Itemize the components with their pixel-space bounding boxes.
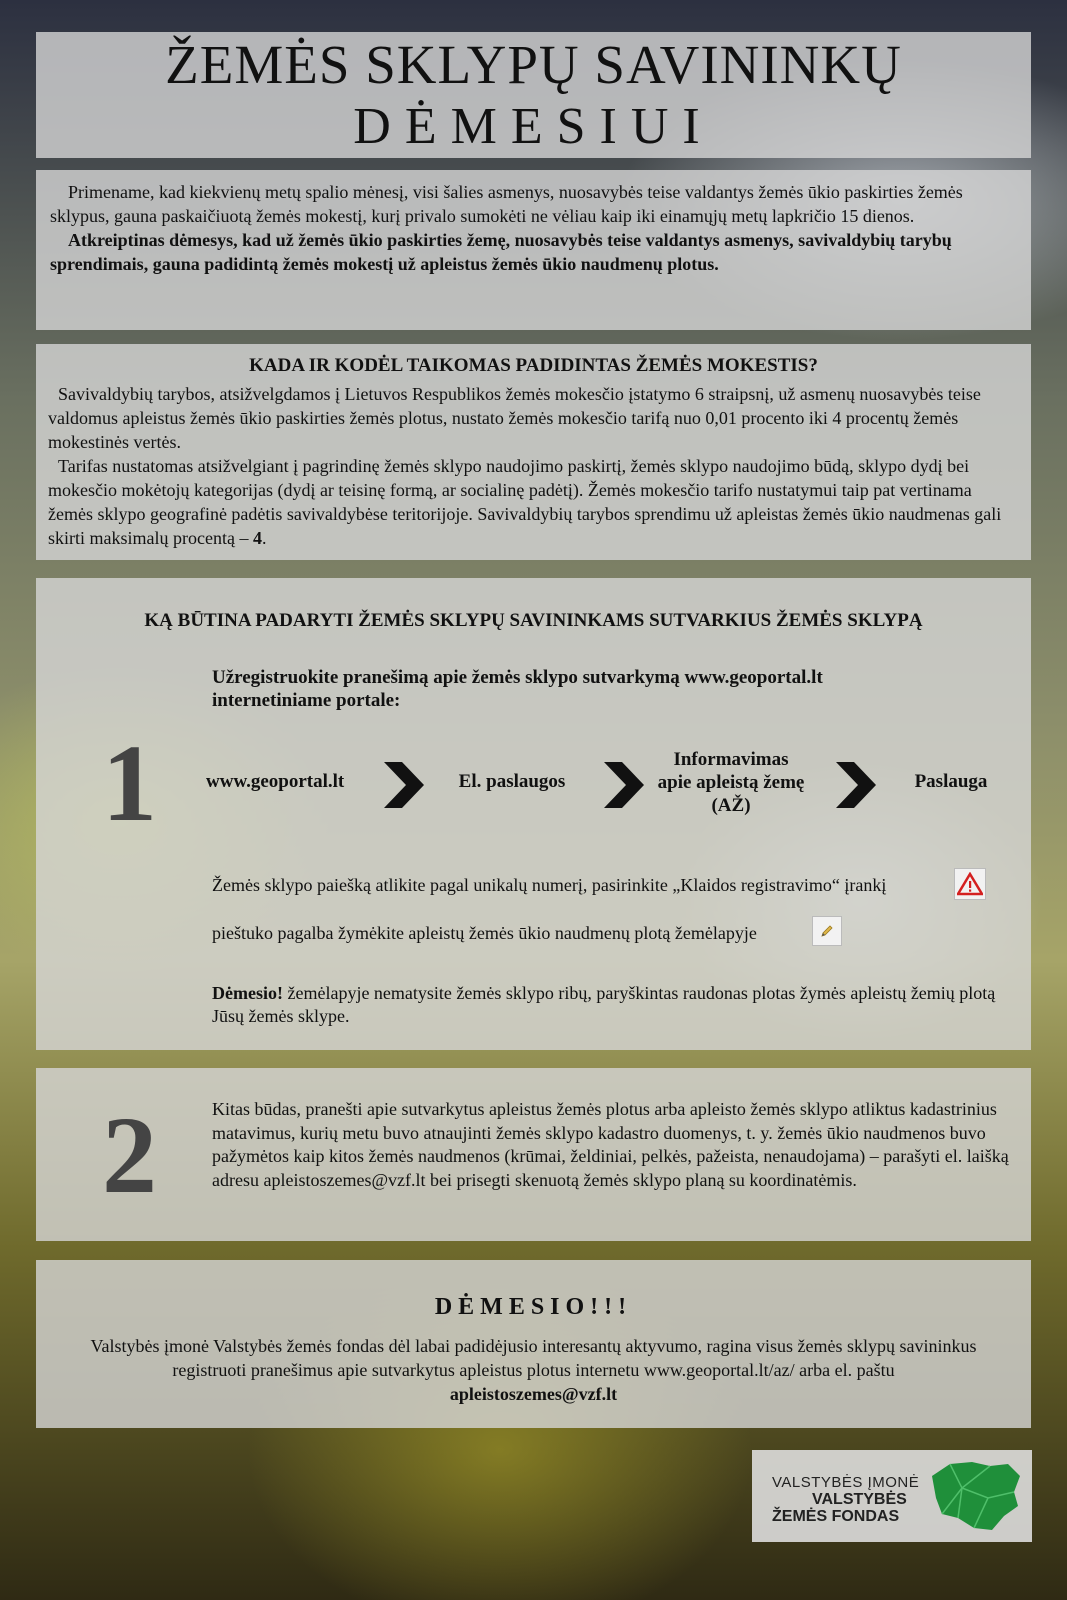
step-1-number: 1 — [102, 722, 157, 844]
logo-text — [772, 1474, 919, 1525]
pencil-icon — [812, 916, 842, 946]
attention-title: DĖMESIO!!! — [434, 1294, 633, 1320]
intro-paragraph: Primename, kad kiekvienų metų spalio mėnesį, visi šalies asmenys, nuosavybės teise valdantys žemės ūkio paskirties žemės sklypus, gauna paskaičiuotą žemės mokestį, kurį privalo sumokėti ne vėliau kaip iki einamųjų metų lapkričio 15 dienos. — [50, 182, 963, 226]
logo-line-1: VALSTYBĖS ĮMONĖ — [772, 1474, 920, 1491]
step-2-panel — [36, 1068, 1031, 1241]
attention-panel — [36, 1260, 1031, 1428]
steps-heading: KĄ BŪTINA PADARYTI ŽEMĖS SKLYPŲ SAVININKAMS SUTVARKIUS ŽEMĖS SKLYPĄ — [144, 610, 923, 631]
step-1-intro: Užregistruokite pranešimą apie žemės sklypo sutvarkymą www.geoportal.lt internetiniame portale: — [212, 667, 823, 711]
vzf-logo — [752, 1450, 1032, 1542]
attention-note — [212, 982, 1002, 1028]
intro-notice-paragraph: Atkreiptinas dėmesys, kad už žemės ūkio paskirties žemę, nuosavybės teise valdantys asmenys, savivaldybių tarybų sprendimais, gauna padidintą žemės mokestį už apleistus žemės ūkio naudmenų plotus. — [50, 230, 952, 274]
flow-step-informing: Informavimas apie apleistą žemę (AŽ) — [657, 749, 805, 816]
chevron-right-icon — [604, 762, 644, 808]
attention-email[interactable]: apleistoszemes@vzf.lt — [449, 1384, 618, 1404]
when-why-panel — [36, 344, 1031, 560]
step-2-text: Kitas būdas, pranešti apie sutvarkytus apleistus žemės plotus arba apleisto žemės sklypo atliktus kadastrinius matavimus, kurių metu buvo atnaujinti žemės sklypo kadastro duomenys, t. y. žemės ūkio naudmenos buvo pažymėtos kaip kitos žemės naudmenos (krūmai, želdiniai, pelkės, pažeista, nenaudojama) – parašyti el. laišką adresu apleistoszemes@vzf.lt bei prisegti skenuotą žemės sklypo planą su koordinatėmis. — [212, 1099, 1009, 1190]
when-why-paragraph-2-end: . — [261, 528, 267, 548]
chevron-right-icon — [384, 762, 424, 808]
steps-panel — [36, 578, 1031, 1050]
when-why-paragraph-1: Savivaldybių tarybos, atsižvelgdamos į Lietuvos Respublikos žemės mokesčio įstatymo 6 straipsnį, už asmenų nuosavybės teise valdomus apleistus žemės ūkio paskirties žemės plotus, nustato žemės mokesčio tarifą nuo 0,01 procento iki 4 procentų žemės mokestinės vertės. — [48, 384, 981, 452]
intro-panel — [36, 170, 1031, 330]
step-2-number: 2 — [102, 1094, 157, 1216]
search-instruction: Žemės sklypo paiešką atlikite pagal unikalų numerį, pasirinkite „Klaidos registravimo“ įrankį — [212, 875, 887, 895]
logo-line-2: VALSTYBĖS — [812, 1491, 907, 1508]
pencil-instruction: pieštuko pagalba žymėkite apleistų žemės ūkio naudmenų plotą žemėlapyje — [212, 923, 757, 943]
attention-note-text: žemėlapyje nematysite žemės sklypo ribų, paryškintas raudonas plotas žymės apleistų žemių plotą Jūsų žemės sklype. — [212, 983, 996, 1026]
max-percent-value: 4 — [252, 528, 262, 548]
when-why-paragraph-2 — [48, 454, 1019, 550]
flow-diagram — [206, 748, 1006, 818]
logo-line-3: ŽEMĖS FONDAS — [772, 1508, 900, 1525]
attention-note-label: Dėmesio! — [212, 983, 283, 1003]
header-panel — [36, 32, 1031, 158]
lithuania-map-icon — [928, 1458, 1024, 1534]
page-title-line2: DĖMESIUI — [353, 98, 714, 155]
when-why-paragraph-2-text: Tarifas nustatomas atsižvelgiant į pagrindinę žemės sklypo naudojimo paskirtį, žemės sklypo naudojimo būdą, sklypo dydį bei mokesčio mokėtojų kategorijas (dydį ar teisinę formą, ar socialinę padėtį). Žemės mokesčio tarifo nustatymui taip pat vertinama žemės sklypo geografinė padėtis savivaldybėse teritorijoje. Savivaldybių tarybos sprendimu už apleistas žemės ūkio naudmenas gali skirti maksimalų procentą – — [48, 456, 1002, 548]
page-title-line1: ŽEMĖS SKLYPŲ SAVININKŲ — [165, 34, 902, 95]
attention-text: Valstybės įmonė Valstybės žemės fondas dėl labai padidėjusio interesantų aktyvumo, ragina visus žemės sklypų savininkus registruoti pranešimus apie sutvarkytus apleistus plotus internetu www.geoportal.lt/az/ arba el. paštu — [90, 1336, 977, 1380]
when-why-heading: KADA IR KODĖL TAIKOMAS PADIDINTAS ŽEMĖS MOKESTIS? — [249, 355, 818, 376]
flow-step-service: Paslauga — [914, 771, 988, 792]
flow-step-e-services: El. paslaugos — [458, 771, 566, 792]
warning-icon — [954, 868, 986, 900]
flow-step-geoportal: www.geoportal.lt — [206, 771, 345, 792]
chevron-right-icon — [836, 762, 876, 808]
